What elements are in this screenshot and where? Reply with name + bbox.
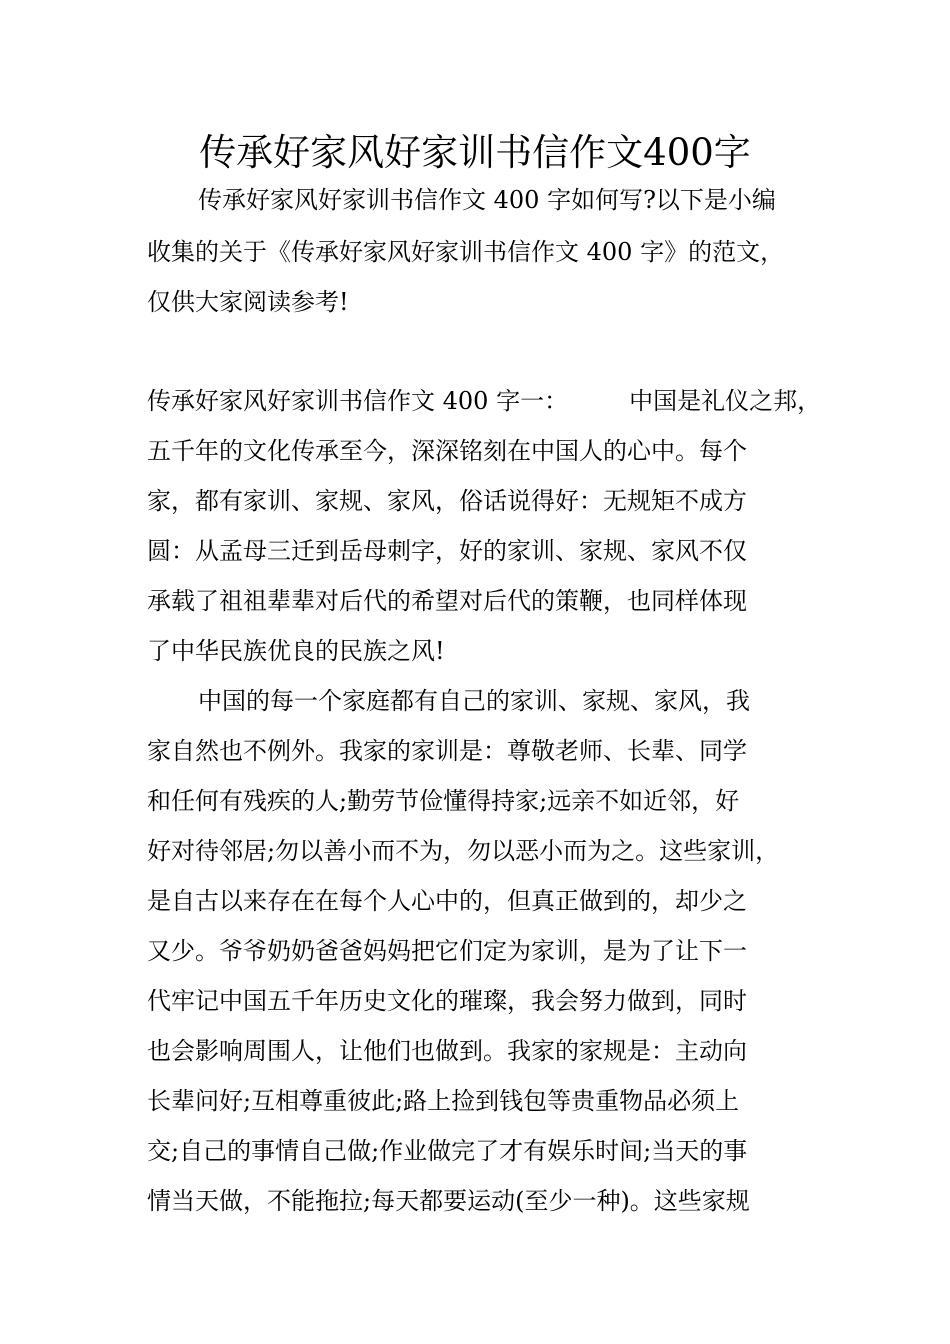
section1-line-2: 五千年的文化传承至今，深深铭刻在中国人的心中。每个 bbox=[147, 437, 747, 465]
intro-line-2: 收集的关于《传承好家风好家训书信作文 400 字》的范文， bbox=[147, 238, 785, 266]
intro-line-3: 仅供大家阅读参考! bbox=[147, 288, 349, 316]
section2-line-8: 也会影响周围人，让他们也做到。我家的家规是：主动向 bbox=[147, 1037, 747, 1065]
section2-line-10: 交;自己的事情自己做;作业做完了才有娱乐时间;当天的事 bbox=[147, 1137, 748, 1165]
section2-line-3: 和任何有残疾的人;勤劳节俭懂得持家;远亲不如近邻，好 bbox=[147, 787, 740, 815]
section2-line-7: 代牢记中国五千年历史文化的璀璨，我会努力做到，同时 bbox=[147, 987, 747, 1015]
section2-line-5: 是自古以来存在在每个人心中的，但真正做到的，却少之 bbox=[147, 887, 747, 915]
section1-line-5: 承载了祖祖辈辈对后代的希望对后代的策鞭，也同样体现 bbox=[147, 587, 747, 615]
section1-line-4: 圆：从孟母三迁到岳母刺字，好的家训、家规、家风不仅 bbox=[147, 537, 747, 565]
section2-line-6: 又少。爷爷奶奶爸爸妈妈把它们定为家训，是为了让下一 bbox=[147, 937, 747, 965]
document-title: 传承好家风好家训书信作文400字 bbox=[199, 131, 751, 174]
section1-line-3: 家，都有家训、家规、家风，俗话说得好：无规矩不成方 bbox=[147, 487, 747, 515]
section2-line-2: 家自然也不例外。我家的家训是：尊敬老师、长辈、同学 bbox=[147, 737, 747, 765]
section2-line-4: 好对待邻居;勿以善小而不为，勿以恶小而为之。这些家训， bbox=[147, 837, 780, 865]
section2-line-1: 中国的每一个家庭都有自己的家训、家规、家风，我 bbox=[198, 687, 750, 715]
section1-line-1: 传承好家风好家训书信作文 400 字一： 中国是礼仪之邦， bbox=[147, 387, 822, 415]
section1-line-6: 了中华民族优良的民族之风! bbox=[147, 637, 445, 665]
intro-line-1: 传承好家风好家训书信作文 400 字如何写?以下是小编 bbox=[198, 186, 776, 214]
section2-line-11: 情当天做，不能拖拉;每天都要运动(至少一种)。这些家规 bbox=[147, 1187, 750, 1215]
section2-line-9: 长辈问好;互相尊重彼此;路上捡到钱包等贵重物品必须上 bbox=[147, 1087, 740, 1115]
